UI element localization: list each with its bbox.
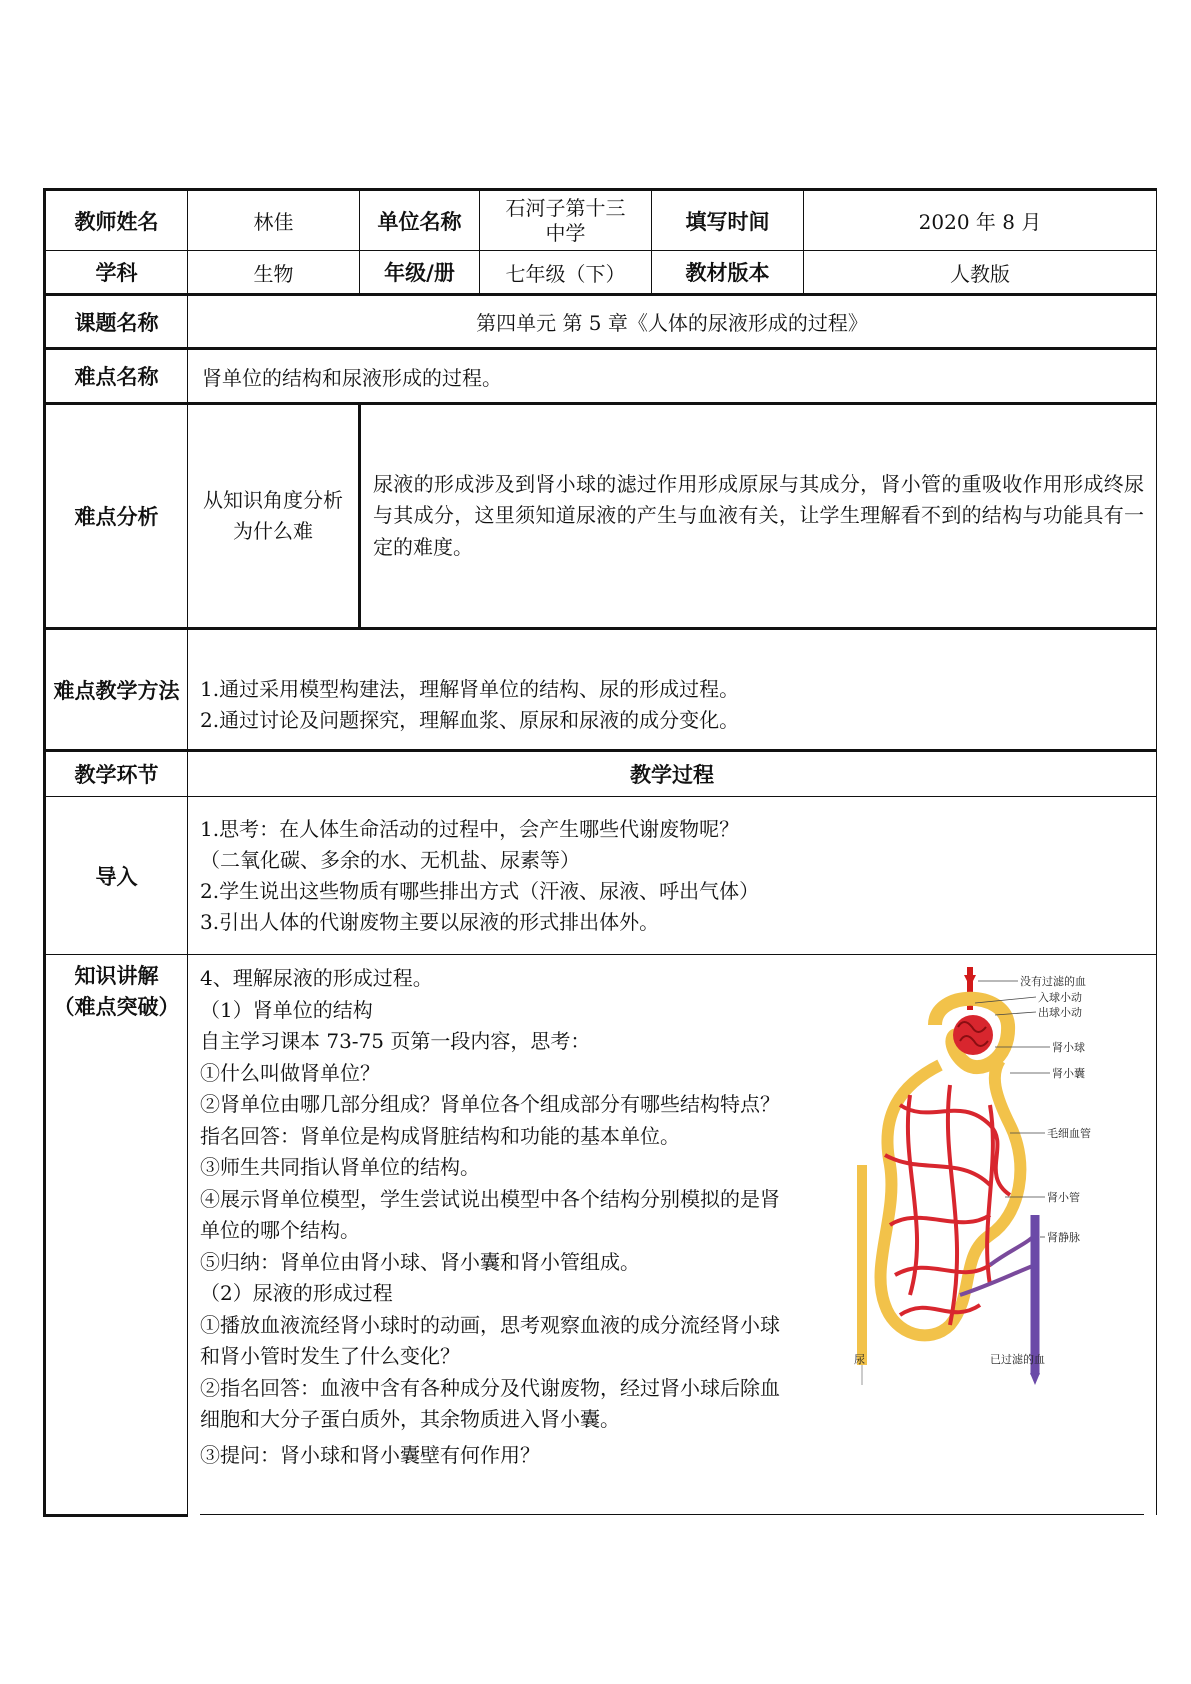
difficulty-value: 肾单位的结构和尿液形成的过程。 xyxy=(188,349,1157,404)
date-value: 2020 年 8 月 xyxy=(804,190,1157,251)
knowledge-line-3: 自主学习课本 73-75 页第一段内容，思考： xyxy=(200,1029,591,1053)
knowledge-line-8: ④展示肾单位模型，学生尝试说出模型中各个结构分别模拟的是肾单位的哪个结构。 xyxy=(200,1186,780,1242)
analysis-row xyxy=(45,404,1157,629)
header-row-2 xyxy=(45,251,1157,295)
knowledge-line-5: ②肾单位由哪几部分组成？肾单位各个组成部分有哪些结构特点？ xyxy=(200,1092,780,1116)
label-urine: 尿 xyxy=(854,1353,865,1366)
lesson-plan-table xyxy=(43,188,1157,1517)
method-line-1: 1.通过采用模型构建法，理解肾单位的结构、尿的形成过程。 xyxy=(200,676,740,701)
label-capsule: 肾小囊 xyxy=(1052,1067,1085,1080)
knowledge-line-11: ①播放血液流经肾小球时的动画，思考观察血液的成分流经肾小球和肾小管时发生了什么变化？ xyxy=(200,1312,780,1368)
subject-label: 学科 xyxy=(45,251,188,295)
knowledge-line-2: （1）肾单位的结构 xyxy=(200,997,373,1022)
stage-header: 教学环节 xyxy=(45,751,188,797)
intro-line-3: 2.学生说出这些物质有哪些排出方式（汗液、尿液、呼出气体） xyxy=(200,878,760,903)
knowledge-line-9: ⑤归纳：肾单位由肾小球、肾小囊和肾小管组成。 xyxy=(200,1249,640,1274)
section-divider xyxy=(200,1514,1144,1515)
knowledge-text xyxy=(200,963,840,1471)
analysis-sublabel: 从知识角度分析为什么难 xyxy=(188,404,360,629)
method-text xyxy=(188,629,1157,751)
knowledge-row xyxy=(45,955,1157,1516)
label-unfiltered-blood: 没有过滤的血 xyxy=(1020,975,1086,988)
intro-line-2: （二氧化碳、多余的水、无机盐、尿素等） xyxy=(200,847,580,872)
header-row-1 xyxy=(45,190,1157,251)
label-filtered-blood: 已过滤的血 xyxy=(990,1353,1045,1366)
edition-value: 人教版 xyxy=(804,251,1157,295)
process-header: 教学过程 xyxy=(188,751,1157,797)
teacher-label: 教师姓名 xyxy=(45,190,188,251)
label-capillary: 毛细血管 xyxy=(1047,1127,1091,1140)
method-row xyxy=(45,629,1157,751)
difficulty-row xyxy=(45,349,1157,404)
nephron-illustration xyxy=(862,967,1050,1385)
knowledge-cell xyxy=(188,955,1157,1516)
difficulty-label: 难点名称 xyxy=(45,349,188,404)
knowledge-line-7: ③师生共同指认肾单位的结构。 xyxy=(200,1155,480,1179)
process-header-row xyxy=(45,751,1157,797)
knowledge-label-line-1: 知识讲解 xyxy=(74,964,159,988)
topic-value: 第四单元 第 5 章《人体的尿液形成的过程》 xyxy=(188,295,1157,349)
knowledge-line-4: ①什么叫做肾单位？ xyxy=(200,1060,380,1085)
intro-line-4: 3.引出人体的代谢废物主要以尿液的形式排出体外。 xyxy=(200,909,660,934)
topic-row xyxy=(45,295,1157,349)
method-line-2: 2.通过讨论及问题探究，理解血浆、原尿和尿液的成分变化。 xyxy=(200,707,740,732)
method-label: 难点教学方法 xyxy=(45,629,188,751)
knowledge-line-6: 指名回答：肾单位是构成肾脏结构和功能的基本单位。 xyxy=(200,1123,680,1148)
edition-label: 教材版本 xyxy=(652,251,804,295)
analysis-label: 难点分析 xyxy=(45,404,188,629)
grade-label: 年级/册 xyxy=(360,251,480,295)
knowledge-label xyxy=(45,955,188,1516)
knowledge-line-13: ③提问：肾小球和肾小囊壁有何作用？ xyxy=(200,1442,540,1467)
teacher-value: 林佳 xyxy=(188,190,360,251)
label-tubule: 肾小管 xyxy=(1047,1191,1080,1204)
nephron-diagram xyxy=(840,965,1110,1405)
topic-label: 课题名称 xyxy=(45,295,188,349)
subject-value: 生物 xyxy=(188,251,360,295)
intro-row xyxy=(45,797,1157,955)
intro-line-1: 1.思考：在人体生命活动的过程中，会产生哪些代谢废物呢？ xyxy=(200,816,740,841)
glomerulus-shape xyxy=(953,1015,993,1055)
grade-value: 七年级（下） xyxy=(480,251,652,295)
analysis-text: 尿液的形成涉及到肾小球的滤过作用形成原尿与其成分，肾小管的重吸收作用形成终尿与其成分，这里须知道尿液的产生与血液有关，让学生理解看不到的结构与功能具有一定的难度。 xyxy=(360,404,1157,629)
label-afferent: 入球小动 xyxy=(1038,991,1082,1004)
label-efferent: 出球小动 xyxy=(1038,1006,1082,1019)
label-glomerulus: 肾小球 xyxy=(1052,1041,1085,1054)
unit-value: 石河子第十三中学 xyxy=(480,190,652,251)
unit-label: 单位名称 xyxy=(360,190,480,251)
knowledge-line-10: （2）尿液的形成过程 xyxy=(200,1281,393,1305)
lesson-plan-sheet xyxy=(43,188,1155,1517)
intro-text xyxy=(188,797,1157,955)
label-renal-vein: 肾静脉 xyxy=(1047,1231,1080,1244)
knowledge-line-12: ②指名回答：血液中含有各种成分及代谢废物，经过肾小球后除血细胞和大分子蛋白质外，其余物质进入肾小囊。 xyxy=(200,1375,780,1431)
knowledge-line-1: 4、理解尿液的形成过程。 xyxy=(200,966,433,990)
knowledge-label-line-2: （难点突破） xyxy=(53,995,180,1019)
intro-label: 导入 xyxy=(45,797,188,955)
date-label: 填写时间 xyxy=(652,190,804,251)
